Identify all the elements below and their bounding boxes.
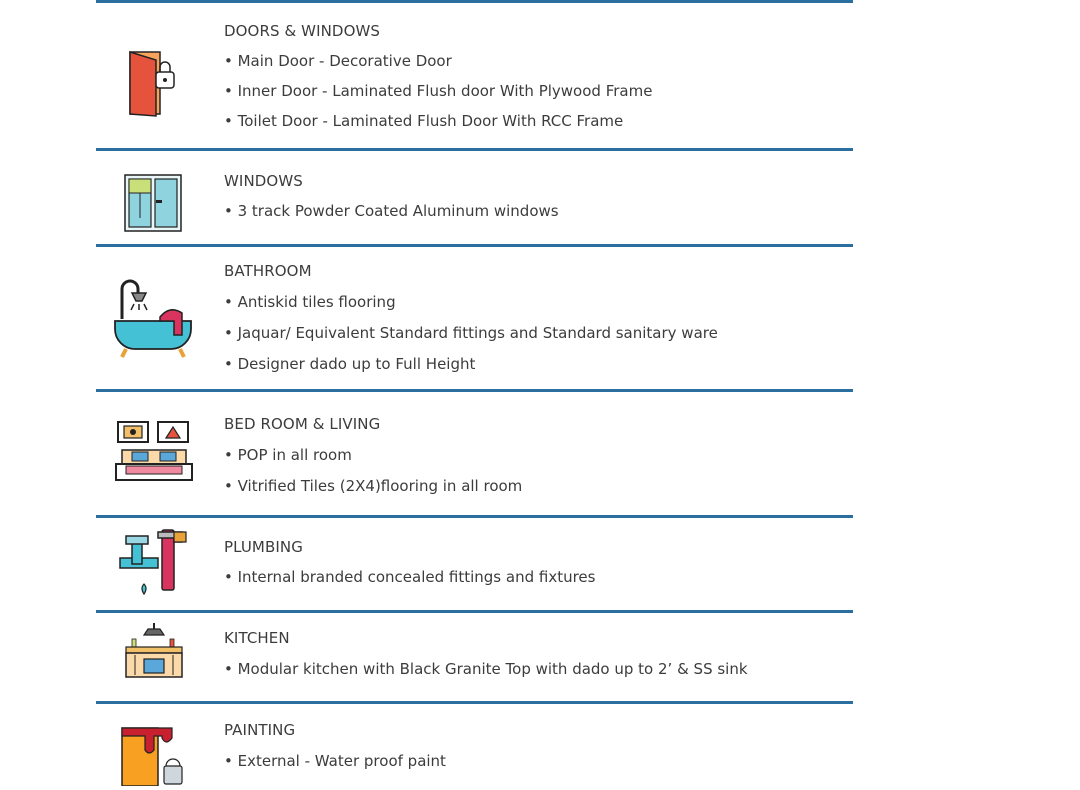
section-painting — [96, 704, 853, 785]
list-item: • POP in all room — [224, 446, 352, 464]
section-doors-windows — [96, 0, 853, 148]
list-item: • Toilet Door - Laminated Flush Door With RCC Frame — [224, 112, 624, 130]
list-item: • Inner Door - Laminated Flush door With Plywood Frame — [224, 82, 653, 100]
section-title: BATHROOM — [224, 262, 312, 280]
list-item: • Designer dado up to Full Height — [224, 355, 476, 373]
section-title: KITCHEN — [224, 629, 290, 647]
paint-roller-icon — [120, 726, 186, 790]
section-plumbing — [96, 518, 853, 610]
section-kitchen — [96, 613, 853, 701]
list-item: • Internal branded concealed fittings and fixtures — [224, 568, 596, 586]
list-item: • Main Door - Decorative Door — [224, 52, 452, 70]
bedroom-icon — [114, 420, 194, 488]
list-item: • Jaquar/ Equivalent Standard fittings and Standard sanitary ware — [224, 324, 718, 342]
list-item: • 3 track Powder Coated Aluminum windows — [224, 202, 559, 220]
window-icon — [124, 174, 182, 236]
section-title: WINDOWS — [224, 172, 303, 190]
list-item: • Vitrified Tiles (2X4)flooring in all room — [224, 477, 523, 495]
section-windows — [96, 151, 853, 244]
kitchen-icon — [124, 623, 184, 685]
list-item: • External - Water proof paint — [224, 752, 446, 770]
section-title: PLUMBING — [224, 538, 303, 556]
bathtub-shower-icon — [112, 279, 194, 365]
door-lock-icon — [126, 50, 180, 122]
section-bathroom — [96, 247, 853, 389]
plumbing-icon — [118, 526, 190, 600]
section-bedroom-living — [96, 392, 853, 515]
section-title: BED ROOM & LIVING — [224, 415, 381, 433]
list-item: • Modular kitchen with Black Granite Top with dado up to 2’ & SS sink — [224, 660, 748, 678]
section-title: PAINTING — [224, 721, 296, 739]
list-item: • Antiskid tiles flooring — [224, 293, 396, 311]
section-title: DOORS & WINDOWS — [224, 22, 381, 40]
